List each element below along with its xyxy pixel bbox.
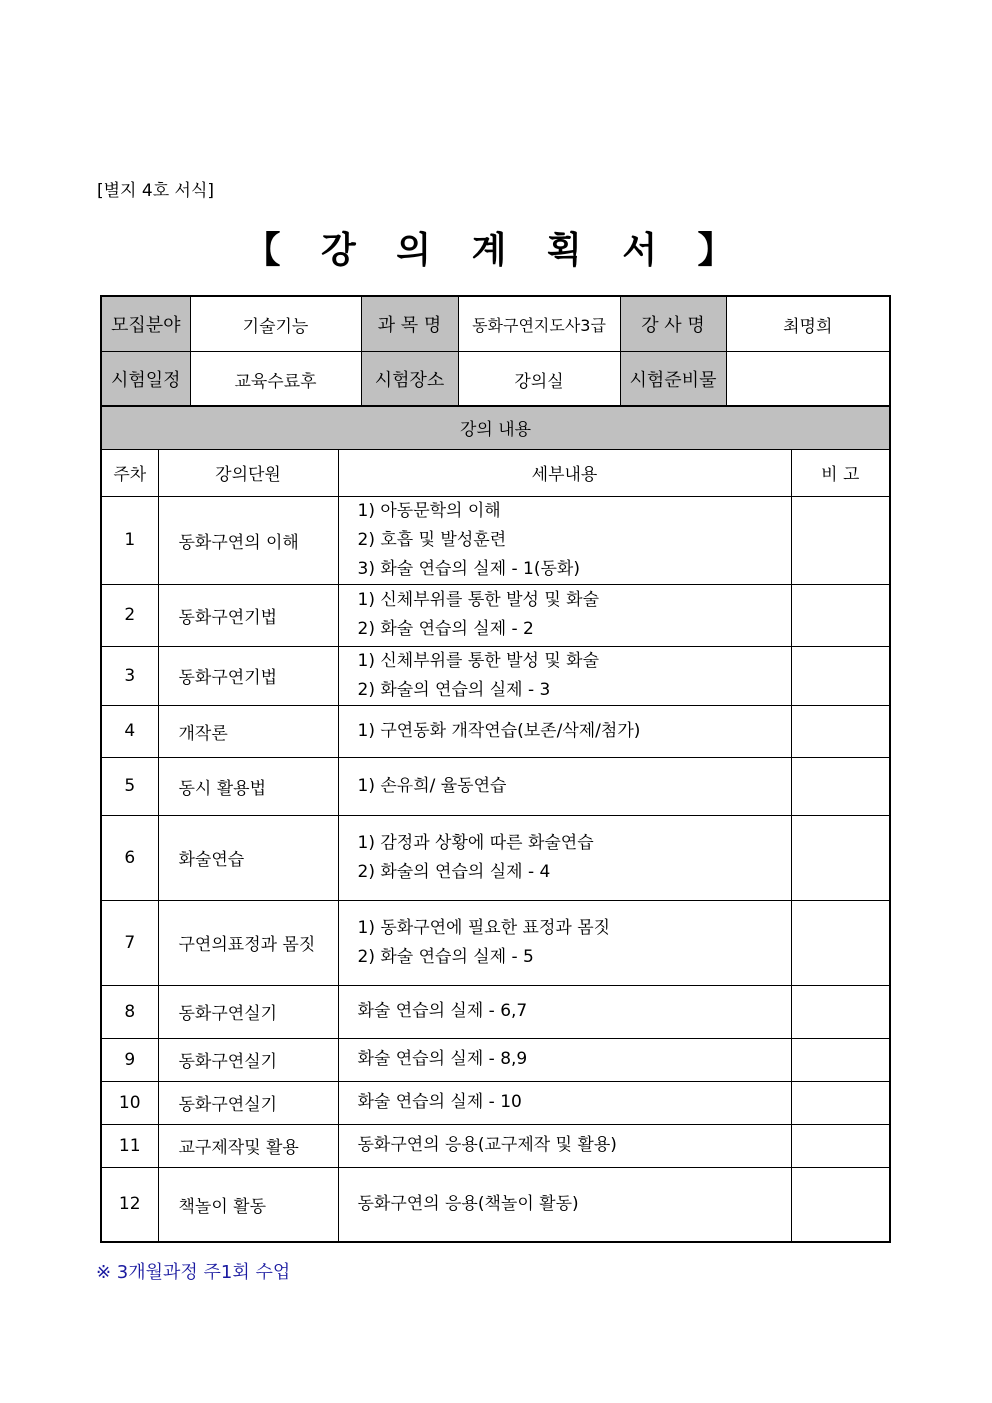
week-cell: 7 xyxy=(101,900,158,985)
note-cell xyxy=(791,496,890,584)
note-cell xyxy=(791,705,890,757)
unit-cell: 화술연습 xyxy=(158,815,338,900)
week-cell: 12 xyxy=(101,1167,158,1242)
table-row xyxy=(101,985,890,1038)
week-cell: 6 xyxy=(101,815,158,900)
footnote: ※ 3개월과정 주1회 수업 xyxy=(96,1262,291,1283)
week-cell: 3 xyxy=(101,646,158,705)
table-row xyxy=(101,1038,890,1081)
unit-cell: 교구제작및 활용 xyxy=(158,1124,338,1167)
details-cell xyxy=(338,584,791,646)
details-cell xyxy=(338,496,791,584)
week-cell: 8 xyxy=(101,985,158,1038)
details-cell xyxy=(338,705,791,757)
unit-cell: 동시 활용법 xyxy=(158,757,338,815)
details-cell xyxy=(338,985,791,1038)
note-cell xyxy=(791,1081,890,1124)
detail-line: 화술 연습의 실제 - 10 xyxy=(357,1092,522,1112)
instructor-label: 강 사 명 xyxy=(620,296,726,352)
instructor-value: 최명희 xyxy=(726,296,890,352)
column-header: 비 고 xyxy=(791,449,890,496)
unit-cell: 구연의표정과 몸짓 xyxy=(158,900,338,985)
unit-cell: 개작론 xyxy=(158,705,338,757)
note-cell xyxy=(791,1124,890,1167)
note-cell xyxy=(791,646,890,705)
detail-line: 1) 신체부위를 통한 발성 및 화술 xyxy=(357,650,600,671)
table-row xyxy=(101,646,890,705)
table-row xyxy=(101,1124,890,1167)
section-title: 강의 내용 xyxy=(101,406,890,449)
week-cell: 5 xyxy=(101,757,158,815)
detail-line: 2) 호흡 및 발성훈련 xyxy=(357,529,507,550)
form-number: [별지 4호 서식] xyxy=(97,181,214,201)
info-table xyxy=(100,295,891,407)
detail-line: 동화구연의 응용(교구제작 및 활용) xyxy=(357,1135,617,1155)
table-row xyxy=(101,815,890,900)
detail-line: 2) 화술 연습의 실제 - 2 xyxy=(357,619,534,639)
note-cell xyxy=(791,815,890,900)
detail-line: 1) 감정과 상황에 따른 화술연습 xyxy=(357,832,594,853)
detail-line: 2) 화술의 연습의 실제 - 3 xyxy=(357,679,551,700)
exam-date-label: 시험일정 xyxy=(101,352,190,407)
details-cell xyxy=(338,815,791,900)
detail-line: 2) 화술 연습의 실제 - 5 xyxy=(357,946,534,967)
details-cell xyxy=(338,900,791,985)
detail-line: 1) 구연동화 개작연습(보존/삭제/첨가) xyxy=(357,720,641,741)
exam-date-value: 교육수료후 xyxy=(190,352,361,407)
exam-place-label: 시험장소 xyxy=(361,352,458,407)
page-title: 【 강 의 계 획 서 】 xyxy=(244,230,748,271)
detail-line: 3) 화술 연습의 실제 - 1(동화) xyxy=(357,558,580,579)
unit-cell: 동화구연실기 xyxy=(158,1081,338,1124)
column-header: 강의단원 xyxy=(158,449,338,496)
exam-place-value: 강의실 xyxy=(458,352,620,407)
unit-cell: 동화구연실기 xyxy=(158,985,338,1038)
column-header: 세부내용 xyxy=(338,449,791,496)
detail-line: 1) 손유희/ 율동연습 xyxy=(357,775,507,796)
subject-label: 과 목 명 xyxy=(361,296,458,352)
week-cell: 11 xyxy=(101,1124,158,1167)
recruit-value: 기술기능 xyxy=(190,296,361,352)
week-cell: 9 xyxy=(101,1038,158,1081)
detail-line: 화술 연습의 실제 - 8,9 xyxy=(357,1049,528,1069)
week-cell: 1 xyxy=(101,496,158,584)
detail-line: 1) 신체부위를 통한 발성 및 화술 xyxy=(357,590,600,610)
details-cell xyxy=(338,1038,791,1081)
unit-cell: 책놀이 활동 xyxy=(158,1167,338,1242)
detail-line: 2) 화술의 연습의 실제 - 4 xyxy=(357,861,551,882)
note-cell xyxy=(791,985,890,1038)
detail-line: 동화구연의 응용(책놀이 활동) xyxy=(357,1193,579,1214)
table-row xyxy=(101,1167,890,1242)
week-cell: 2 xyxy=(101,584,158,646)
table-row xyxy=(101,1081,890,1124)
lecture-table xyxy=(100,405,891,1243)
unit-cell: 동화구연실기 xyxy=(158,1038,338,1081)
column-header: 주차 xyxy=(101,449,158,496)
subject-value: 동화구연지도사3급 xyxy=(458,296,620,352)
detail-line: 1) 아동문학의 이해 xyxy=(357,500,501,521)
table-row xyxy=(101,757,890,815)
table-row xyxy=(101,705,890,757)
unit-cell: 동화구연기법 xyxy=(158,584,338,646)
details-cell xyxy=(338,1167,791,1242)
week-cell: 10 xyxy=(101,1081,158,1124)
note-cell xyxy=(791,584,890,646)
details-cell xyxy=(338,1124,791,1167)
note-cell xyxy=(791,1167,890,1242)
detail-line: 1) 동화구연에 필요한 표정과 몸짓 xyxy=(357,917,611,938)
table-row xyxy=(101,496,890,584)
week-cell: 4 xyxy=(101,705,158,757)
table-row xyxy=(101,900,890,985)
unit-cell: 동화구연의 이해 xyxy=(158,496,338,584)
exam-items-value xyxy=(726,352,890,407)
details-cell xyxy=(338,1081,791,1124)
note-cell xyxy=(791,900,890,985)
note-cell xyxy=(791,757,890,815)
exam-items-label: 시험준비물 xyxy=(620,352,726,407)
unit-cell: 동화구연기법 xyxy=(158,646,338,705)
note-cell xyxy=(791,1038,890,1081)
table-row xyxy=(101,584,890,646)
details-cell xyxy=(338,646,791,705)
detail-line: 화술 연습의 실제 - 6,7 xyxy=(357,1001,528,1021)
recruit-label: 모집분야 xyxy=(101,296,190,352)
details-cell xyxy=(338,757,791,815)
